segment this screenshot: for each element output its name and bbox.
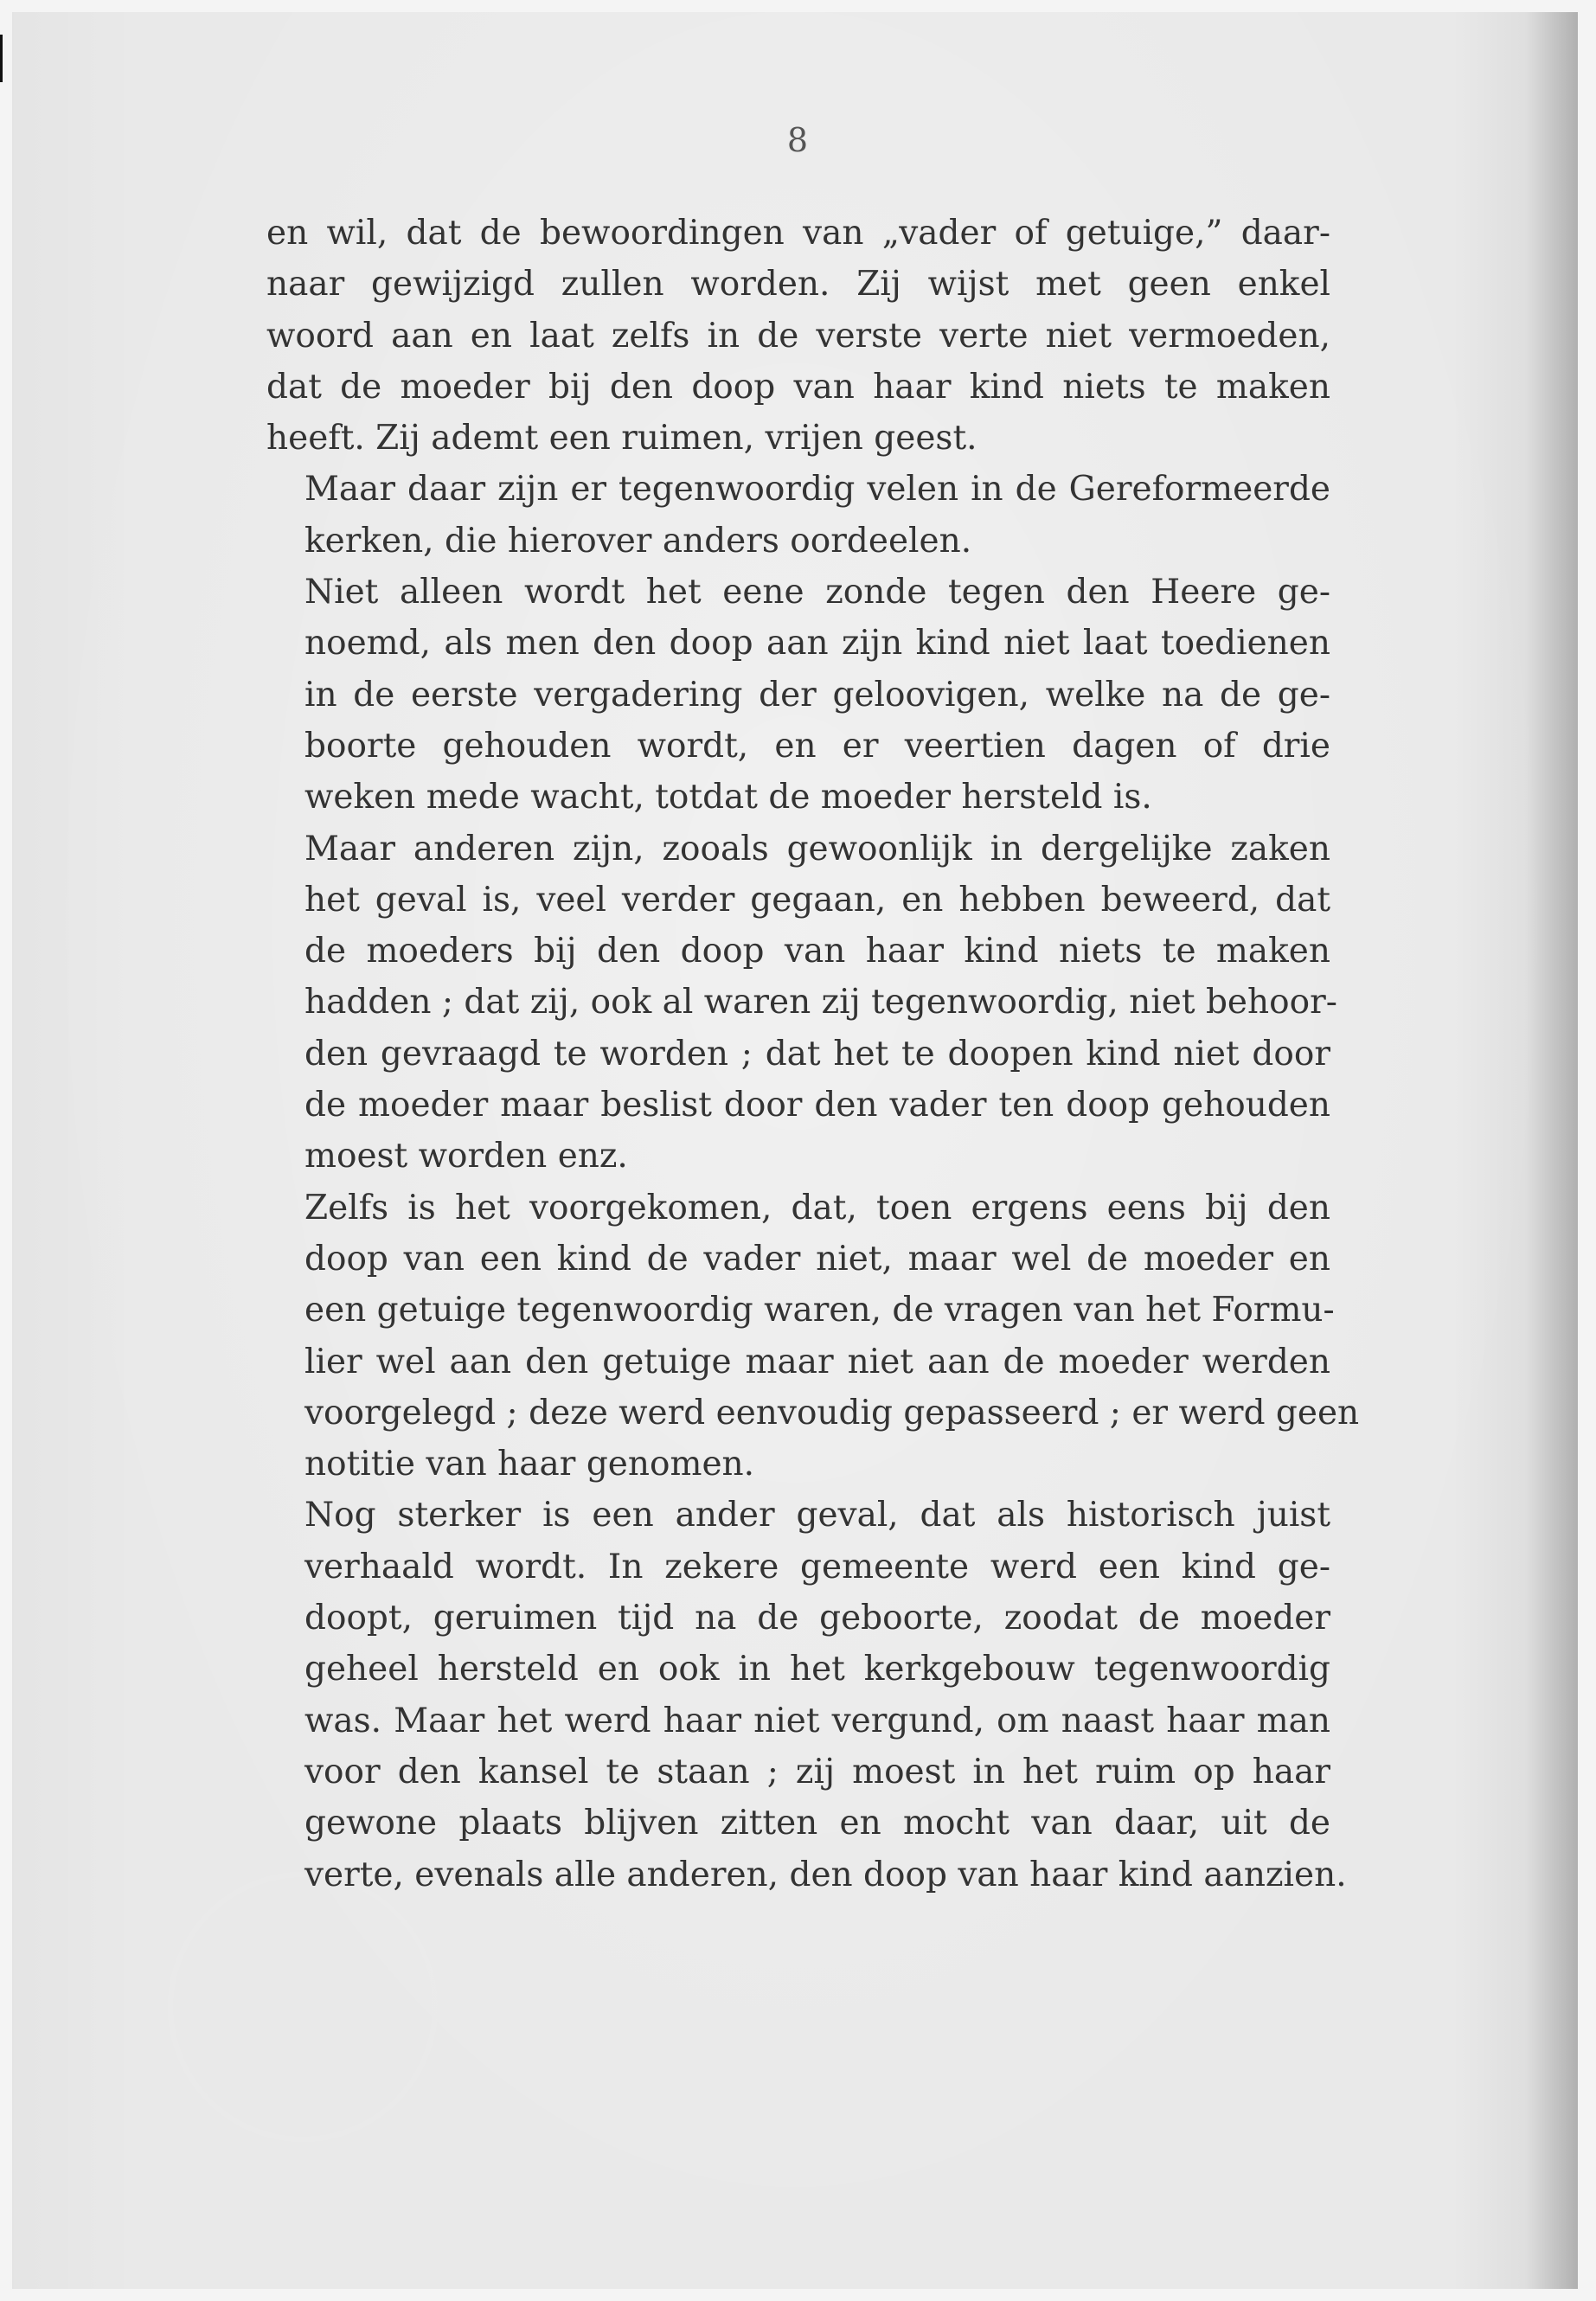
text-line: was. Maar het werd haar niet vergund, om naast haar man — [304, 1701, 1330, 1740]
text-line: de moeders bij den doop van haar kind niets te maken — [304, 932, 1330, 971]
text-line: Zelfs is het voorgekomen, dat, toen ergens eens bij den — [304, 1188, 1330, 1227]
paragraph — [266, 1490, 1347, 1900]
text-line: en wil, dat de bewoordingen van „vader of getuige,” daar- — [266, 214, 1330, 253]
text-line: boorte gehouden wordt, en er veertien dagen of drie — [304, 726, 1330, 766]
text-line: Niet alleen wordt het eene zonde tegen den Heere ge- — [304, 573, 1330, 612]
text-line: heeft. Zij ademt een ruimen, vrijen geest. — [266, 419, 977, 458]
text-line: hadden ; dat zij, ook al waren zij tegenwoordig, niet behoor- — [304, 983, 1337, 1022]
text-line: het geval is, veel verder gegaan, en hebben beweerd, dat — [304, 880, 1330, 920]
text-line: de moeder maar beslist door den vader ten doop gehouden — [304, 1086, 1330, 1125]
faded-library-stamp — [168, 1872, 438, 2142]
text-line: kerken, die hierover anders oordeelen. — [304, 521, 972, 561]
text-line: voor den kansel te staan ; zij moest in het ruim op haar — [304, 1752, 1330, 1791]
page-number: 8 — [786, 121, 810, 159]
text-line: doop van een kind de vader niet, maar wel de moeder en — [304, 1239, 1330, 1279]
scan-edge-mark — [0, 35, 3, 82]
paragraph — [266, 567, 1330, 823]
text-line: woord aan en laat zelfs in de verste verte niet vermoeden, — [266, 316, 1330, 356]
paragraph — [266, 824, 1337, 1183]
text-line: verte, evenals alle anderen, den doop van haar kind aanzien. — [304, 1855, 1347, 1894]
text-line: verhaald wordt. In zekere gemeente werd een kind ge- — [304, 1547, 1330, 1586]
text-line: voorgelegd ; deze werd eenvoudig gepasseerd ; er werd geen — [304, 1393, 1360, 1433]
text-line: weken mede wacht, totdat de moeder hersteld is. — [304, 778, 1152, 817]
spine-shadow — [1526, 12, 1578, 2289]
text-line: notitie van haar genomen. — [304, 1445, 755, 1484]
text-line: moest worden enz. — [304, 1137, 628, 1176]
text-line: Maar anderen zijn, zooals gewoonlijk in dergelijke zaken — [304, 829, 1330, 868]
text-line: noemd, als men den doop aan zijn kind niet laat toedienen — [304, 624, 1330, 663]
body-text — [266, 208, 1360, 1900]
paragraph — [266, 208, 1330, 464]
text-line: den gevraagd te worden ; dat het te doopen kind niet door — [304, 1034, 1330, 1074]
paragraph — [266, 464, 1330, 567]
text-line: geheel hersteld en ook in het kerkgebouw tegenwoordig — [304, 1650, 1330, 1689]
text-line: lier wel aan den getuige maar niet aan de moeder werden — [304, 1342, 1330, 1381]
text-line: gewone plaats blijven zitten en mocht van daar, uit de — [304, 1804, 1330, 1843]
text-line: naar gewijzigd zullen worden. Zij wijst met geen enkel — [266, 265, 1330, 304]
text-line: een getuige tegenwoordig waren, de vragen van het Formu- — [304, 1291, 1335, 1330]
text-line: doopt, geruimen tijd na de geboorte, zoodat de moeder — [304, 1599, 1330, 1638]
text-line: Nog sterker is een ander geval, dat als historisch juist — [304, 1496, 1330, 1535]
text-line: dat de moeder bij den doop van haar kind niets te maken — [266, 367, 1330, 407]
paragraph — [266, 1183, 1360, 1490]
text-line: in de eerste vergadering der geloovigen, welke na de ge- — [304, 675, 1330, 715]
text-line: Maar daar zijn er tegenwoordig velen in de Gereformeerde — [304, 470, 1330, 510]
